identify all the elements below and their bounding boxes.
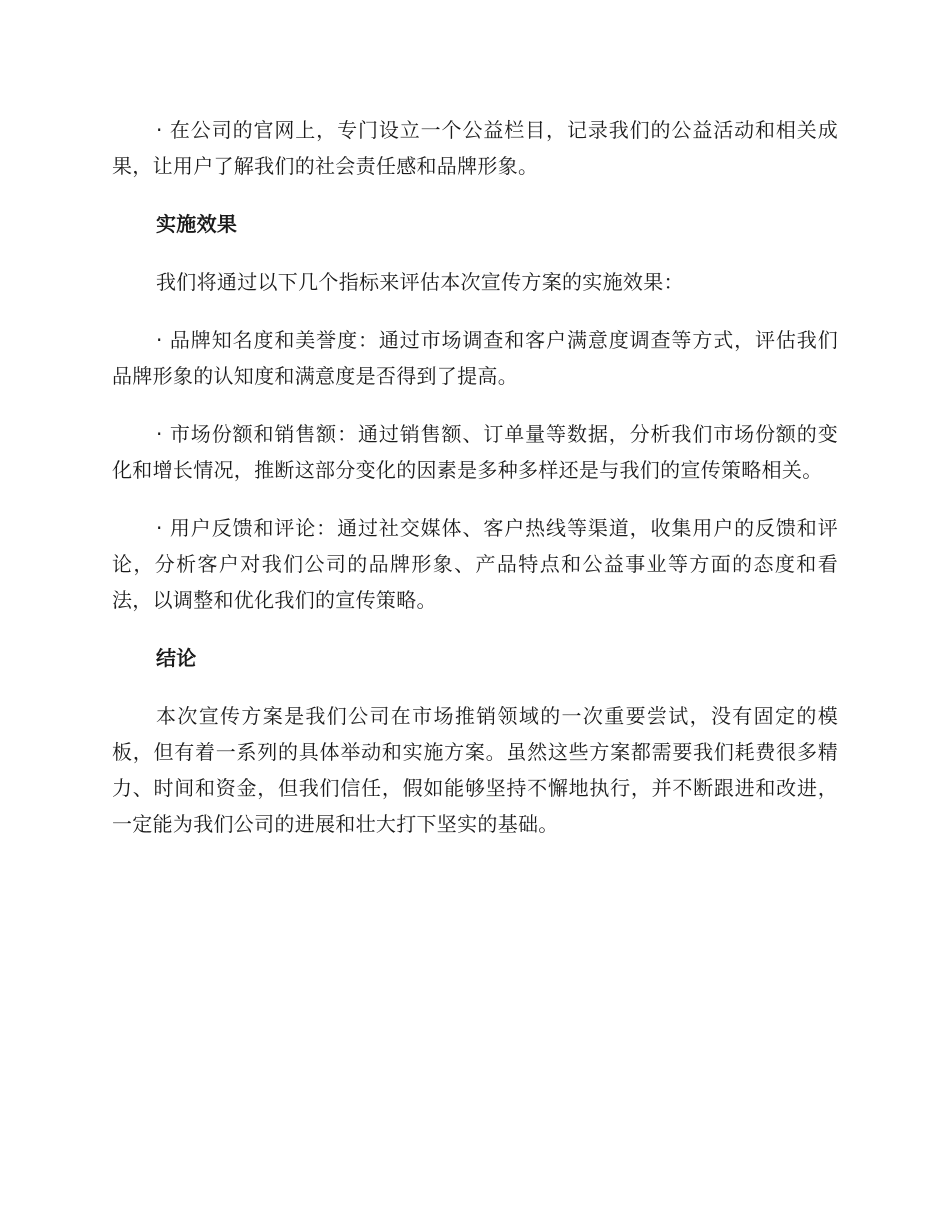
section-heading-conclusion: 结论: [156, 646, 197, 670]
paragraph-website-charity-column: · 在公司的官网上，专门设立一个公益栏目，记录我们的公益活动和相关成果，让用户了解我们的社会责任感和品牌形象。: [112, 118, 838, 178]
paragraph-market-share: · 市场份额和销售额：通过销售额、订单量等数据，分析我们市场份额的变化和增长情况，推断这部分变化的因素是多种多样还是与我们的宣传策略相关。: [112, 422, 838, 482]
paragraph-evaluation-intro: 我们将通过以下几个指标来评估本次宣传方案的实施效果：: [156, 270, 684, 294]
section-heading-implementation-effect: 实施效果: [156, 212, 238, 236]
paragraph-user-feedback: · 用户反馈和评论：通过社交媒体、客户热线等渠道，收集用户的反馈和评论，分析客户对我们公司的品牌形象、产品特点和公益事业等方面的态度和看法，以调整和优化我们的宣传策略。: [112, 516, 838, 612]
paragraph-conclusion: 本次宣传方案是我们公司在市场推销领域的一次重要尝试，没有固定的模板，但有着一系列的具体举动和实施方案。虽然这些方案都需要我们耗费很多精力、时间和资金，但我们信任，假如能够坚持不懈地执行，并不断跟进和改进，一定能为我们公司的进展和壮大打下坚实的基础。: [112, 704, 838, 836]
paragraph-brand-awareness: · 品牌知名度和美誉度：通过市场调查和客户满意度调查等方式，评估我们品牌形象的认知度和满意度是否得到了提高。: [112, 328, 838, 388]
